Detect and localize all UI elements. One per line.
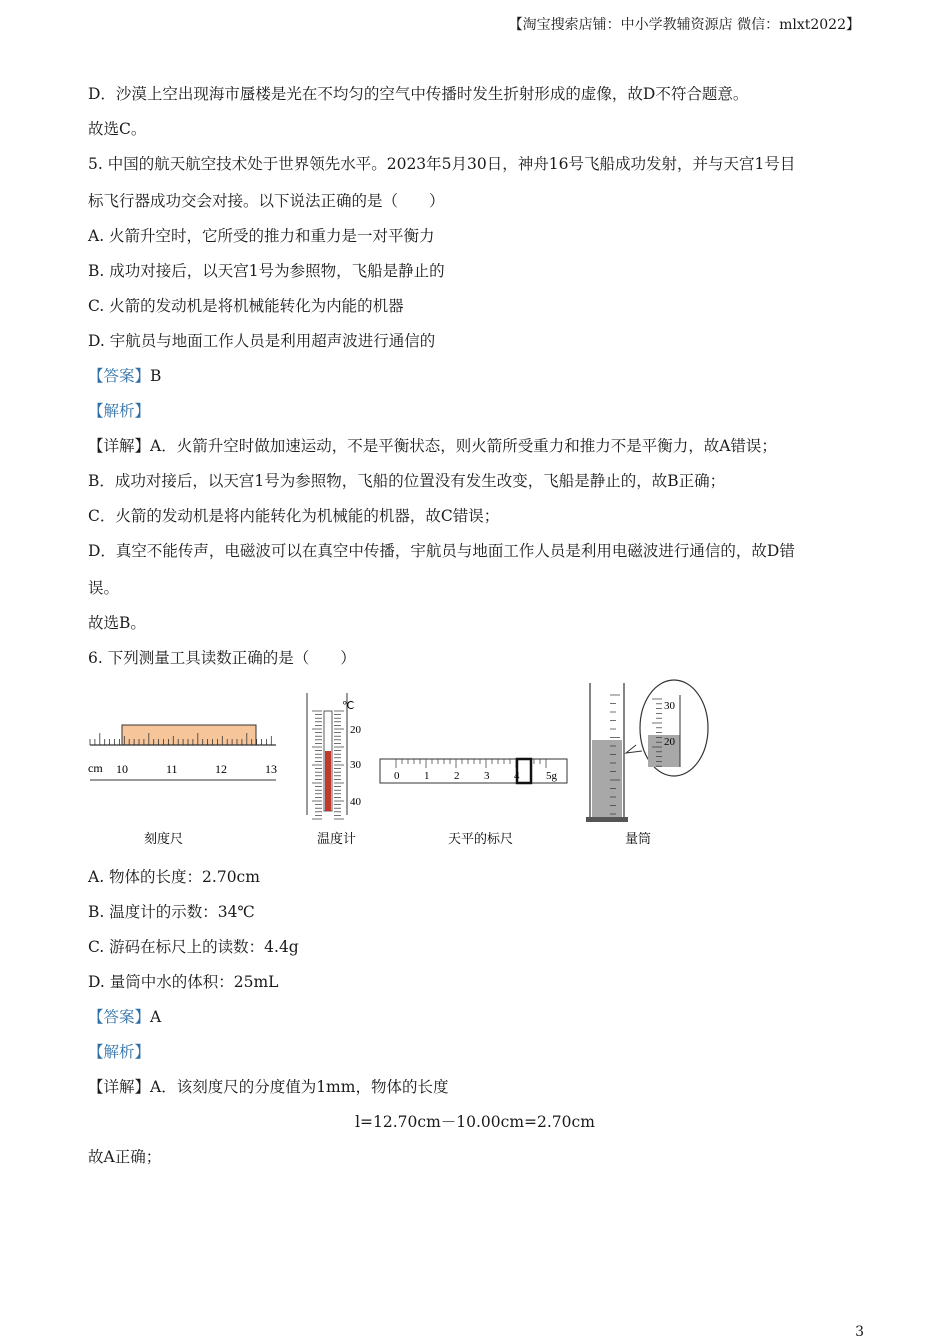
detail-line: 【详解】A．该刻度尺的分度值为1mm，物体的长度 (88, 1078, 449, 1096)
ruler-tick-label: 11 (166, 762, 178, 776)
analysis-line (88, 1040, 150, 1062)
figure-caption-thermometer: 温度计 (317, 831, 357, 846)
answer-value: A (150, 1008, 162, 1026)
option-d: D. 宇航员与地面工作人员是利用超声波进行通信的 (88, 332, 436, 350)
detail-line: D．真空不能传声，电磁波可以在真空中传播，宇航员与地面工作人员是利用电磁波进行通信的，故D错 (88, 542, 795, 560)
figure-caption-ruler: 刻度尺 (144, 831, 184, 846)
question-6-stem: 6. 下列测量工具读数正确的是（ ） (88, 649, 356, 667)
option-c: C. 火箭的发动机是将机械能转化为内能的机器 (88, 297, 404, 315)
figure-caption-balance: 天平的标尺 (448, 831, 514, 846)
thermo-tick-label: 20 (350, 724, 361, 736)
option-a: A. 物体的长度：2.70cm (88, 868, 260, 886)
text-line: 故选C。 (88, 120, 147, 138)
balance-tick-label: 4 (514, 770, 520, 782)
thermometer-drawing (307, 693, 362, 819)
detail-line: C．火箭的发动机是将内能转化为机械能的机器，故C错误； (88, 507, 500, 525)
answer-value: B (150, 367, 162, 385)
option-b: B. 温度计的示数：34℃ (88, 903, 255, 921)
balance-tick-label: 2 (454, 770, 460, 782)
balance-tick-label: 0 (394, 770, 400, 782)
cylinder-tick-label: 20 (664, 736, 675, 748)
detail-line: B．成功对接后，以天宫1号为参照物，飞船的位置没有发生改变，飞船是静止的，故B正确； (88, 472, 726, 490)
conclusion-line: 故A正确； (88, 1148, 162, 1166)
answer-line (88, 364, 161, 386)
option-c: C. 游码在标尺上的读数：4.4g (88, 938, 299, 956)
thermo-tick-label: 30 (350, 759, 361, 771)
analysis-line (88, 399, 150, 421)
text-line: D．沙漠上空出现海市蜃楼是光在不均匀的空气中传播时发生折射形成的虚像，故D不符合题意。 (88, 85, 749, 103)
question-5-stem-cont: 标飞行器成功交会对接。以下说法正确的是（ ） (88, 192, 445, 210)
option-b: B. 成功对接后，以天宫1号为参照物，飞船是静止的 (88, 262, 445, 280)
balance-tick-label: 1 (424, 770, 430, 782)
figure-caption-cylinder: 量筒 (625, 831, 652, 846)
conclusion-line: 故选B。 (88, 614, 146, 632)
analysis-tag: 【解析】 (88, 1043, 151, 1061)
ruler-drawing (88, 725, 277, 780)
option-d: D. 量筒中水的体积：25mL (88, 973, 279, 991)
ruler-tick-label: 13 (265, 762, 277, 776)
measuring-cylinder-drawing (586, 680, 708, 822)
formula-line: l=12.70cm－10.00cm=2.70cm (355, 1113, 595, 1131)
balance-scale-drawing (380, 759, 567, 783)
question-5-stem: 5. 中国的航天航空技术处于世界领先水平。2023年5月30日，神舟16号飞船成功发射，并与天宫1号目 (88, 155, 796, 173)
analysis-tag: 【解析】 (88, 402, 151, 420)
ruler-tick-label: 10 (116, 762, 128, 776)
measurement-tools-figure (80, 675, 740, 855)
detail-line: 【详解】A．火箭升空时做加速运动，不是平衡状态，则火箭所受重力和推力不是平衡力，故A错误； (88, 437, 777, 455)
answer-tag: 【答案】 (88, 1008, 151, 1026)
balance-tick-label: 3 (484, 770, 490, 782)
page-number: 3 (855, 1324, 864, 1340)
answer-line (88, 1005, 161, 1027)
ruler-tick-label: 12 (215, 762, 227, 776)
thermo-tick-label: 40 (350, 796, 361, 808)
balance-tick-label: 5g (546, 770, 557, 782)
answer-tag: 【答案】 (88, 367, 151, 385)
option-a: A. 火箭升空时，它所受的推力和重力是一对平衡力 (88, 227, 435, 245)
thermo-unit-label: ℃ (342, 700, 355, 712)
cylinder-tick-label: 30 (664, 700, 675, 712)
ruler-unit-label: cm (88, 761, 103, 775)
page-header-note: 【淘宝搜索店铺：中小学教辅资源店 微信：mlxt2022】 (508, 17, 860, 33)
detail-line: 误。 (88, 579, 120, 597)
